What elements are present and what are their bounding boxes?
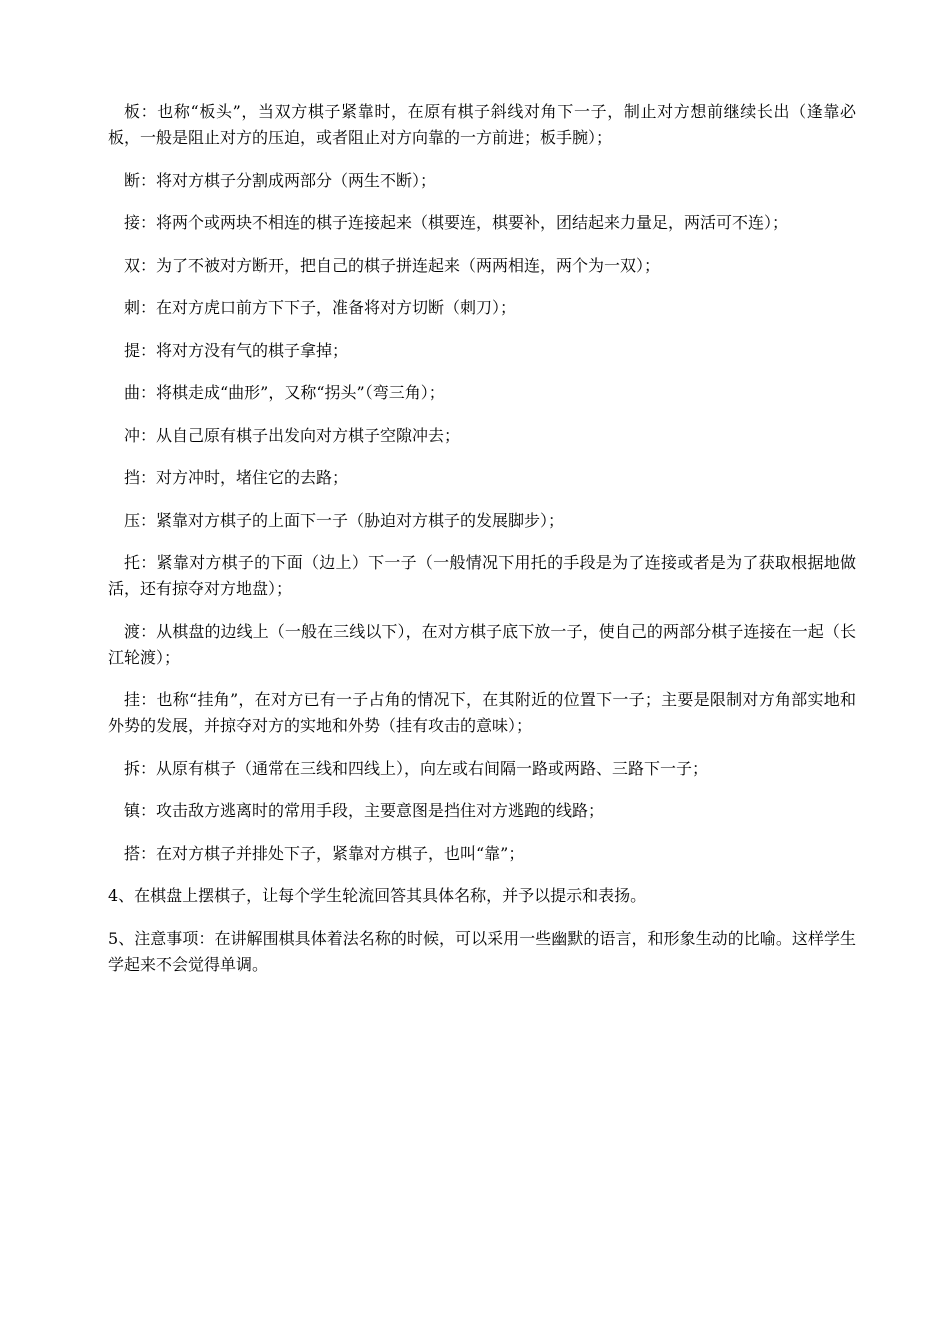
- term-zhen-paragraph: 镇：攻击敌方逃离时的常用手段，主要意图是挡住对方逃跑的线路；: [124, 801, 605, 820]
- term-gua-paragraph: 挂：也称“挂角”，在对方已有一子占角的情况下，在其附近的位置下一子；主要是限制对方角部实地和外势的发展，并掠夺对方的实地和外势（挂有攻击的意味）；: [108, 690, 856, 735]
- numbered-item-4: 4、在棋盘上摆棋子，让每个学生轮流回答其具体名称，并予以提示和表扬。: [108, 886, 647, 905]
- term-da-paragraph: 搭：在对方棋子并排处下子，紧靠对方棋子，也叫“靠”；: [124, 843, 525, 863]
- term-duan-paragraph: 断：将对方棋子分割成两部分（两生不断）；: [124, 170, 437, 190]
- term-shuang-paragraph: 双：为了不被对方断开，把自己的棋子拼连起来（两两相连，两个为一双）；: [124, 255, 661, 275]
- term-ci-paragraph: 刺：在对方虎口前方下下子，准备将对方切断（刺刀）；: [124, 298, 517, 317]
- term-jie-paragraph: 接：将两个或两块不相连的棋子连接起来（棋要连，棋要补，团结起来力量足，两活可不连）；: [124, 213, 789, 232]
- term-qu-paragraph: 曲：将棋走成“曲形”，又称“拐头”（弯三角）；: [124, 383, 445, 402]
- term-chong-paragraph: 冲：从自己原有棋子出发向对方棋子空隙冲去；: [124, 425, 461, 445]
- term-chai-paragraph: 拆：从原有棋子（通常在三线和四线上），向左或右间隔一路或两路、三路下一子；: [124, 758, 709, 778]
- term-ban-paragraph: 板：也称“板头”，当双方棋子紧靠时，在原有棋子斜线对角下一子，制止对方想前继续长出（逢靠必板，一般是阻止对方的压迫，或者阻止对方向靠的一方前进；板手腕）；: [108, 102, 856, 147]
- term-ya-paragraph: 压：紧靠对方棋子的上面下一子（胁迫对方棋子的发展脚步）；: [124, 510, 565, 530]
- term-dang-paragraph: 挡：对方冲时，堵住它的去路；: [124, 468, 349, 487]
- term-ti-paragraph: 提：将对方没有气的棋子拿掉；: [124, 340, 349, 360]
- document-body: [108, 99, 856, 994]
- term-tuo-paragraph: 托：紧靠对方棋子的下面（边上）下一子（一般情况下用托的手段是为了连接或者是为了获取根据地做活，还有掠夺对方地盘）；: [108, 553, 856, 598]
- numbered-item-5: 5、注意事项：在讲解围棋具体着法名称的时候，可以采用一些幽默的语言，和形象生动的比喻。这样学生学起来不会觉得单调。: [108, 928, 856, 974]
- term-du-paragraph: 渡：从棋盘的边线上（一般在三线以下），在对方棋子底下放一子，使自己的两部分棋子连接在一起（长江轮渡）；: [108, 621, 856, 667]
